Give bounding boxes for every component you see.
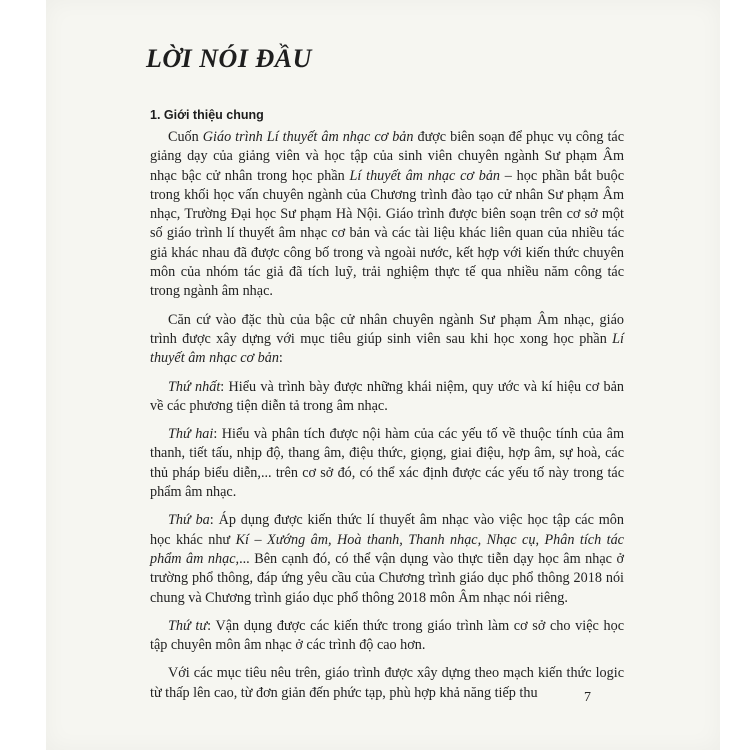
italic-text: Lí thuyết âm nhạc cơ bản — [349, 167, 501, 184]
text-run: : Hiểu và phân tích được nội hàm của các yếu tố về thuộc tính của âm thanh, tiết tấu, nhịp độ, thang âm, điệu thức, giọng, giai điệu, hợp âm, sự hoà, các thủ pháp biểu diễn,... trên cơ sở đó, có thể xác định được các yếu tố này trong tác phẩm âm nhạc. — [150, 426, 624, 501]
page-number: 7 — [584, 690, 591, 705]
text-run: được biên soạn để phục vụ công tác giảng dạy của giảng viên và học tập của sinh viên chuyên ngành Sư phạm Âm nhạc bậc cử nhân trong học phần — [150, 129, 624, 184]
italic-text: Kí – Xướng âm, Hoà thanh, Thanh nhạc, Nhạc cụ, Phân tích tác phẩm âm nhạc, — [150, 531, 624, 567]
body-text — [150, 128, 624, 712]
book-page — [46, 0, 720, 750]
paragraph — [150, 511, 624, 607]
paragraph — [150, 664, 624, 703]
paragraph — [150, 425, 624, 502]
text-run: : Hiểu và trình bày được những khái niệm, quy ước và kí hiệu cơ bản về các phương tiện diễn tả trong âm nhạc. — [150, 378, 624, 414]
paragraph — [150, 311, 624, 369]
text-run: : — [278, 350, 283, 367]
paragraph — [150, 617, 624, 656]
text-run: Với các mục tiêu nêu trên, giáo trình được xây dựng theo mạch kiến thức logic từ thấp lên cao, từ đơn giản đến phức tạp, phù hợp khả năng tiếp thu — [150, 665, 624, 701]
paragraph — [150, 128, 624, 302]
italic-text: Thứ tư — [168, 617, 208, 634]
text-run: Căn cứ vào đặc thù của bậc cử nhân chuyên ngành Sư phạm Âm nhạc, giáo trình được xây dựng với mục tiêu giúp sinh viên sau khi học xong học phần — [150, 311, 624, 347]
text-run: – học phần bắt buộc trong khối học vấn chuyên ngành của Chương trình đào tạo cử nhân Sư phạm Âm nhạc, Trường Đại học Sư phạm Hà Nội. Giáo trình được biên soạn trên cơ sở một số giáo trình lí thuyết âm nhạc cơ bản và các tài liệu khác liên quan của nhiều tác giả khác nhau đã được công bố trong và ngoài nước, kết hợp với kiến thức chuyên môn của nhóm tác giả đã tích luỹ, trải nghiệm thực tế qua nhiều năm công tác trong ngành âm nhạc. — [150, 167, 624, 300]
italic-text: Giáo trình Lí thuyết âm nhạc cơ bản — [202, 129, 414, 145]
text-run: : Vận dụng được các kiến thức trong giáo trình làm cơ sở cho việc học tập chuyên môn âm nhạc ở các trình độ cao hơn. — [150, 617, 624, 654]
italic-text: Lí thuyết âm nhạc cơ bản — [150, 330, 624, 367]
paragraph — [150, 378, 624, 417]
italic-text: Thứ hai — [168, 426, 214, 443]
italic-text: Thứ nhất — [168, 378, 221, 395]
text-run: ... Bên cạnh đó, có thể vận dụng vào thực tiễn dạy học âm nhạc ở trường phổ thông, đáp ứng yêu cầu của Chương trình giáo dục phổ thông 2018 nói chung và Chương trình giáo dục phổ thông 2018 môn Âm nhạc nói riêng. — [150, 550, 624, 606]
text-run: : Áp dụng được kiến thức lí thuyết âm nhạc vào việc học tập các môn học khác như — [150, 512, 624, 548]
text-run: Cuốn — [168, 129, 203, 145]
italic-text: Thứ ba — [168, 512, 210, 529]
section-title: 1. Giới thiệu chung — [150, 108, 264, 122]
page-heading: LỜI NÓI ĐẦU — [146, 44, 312, 73]
